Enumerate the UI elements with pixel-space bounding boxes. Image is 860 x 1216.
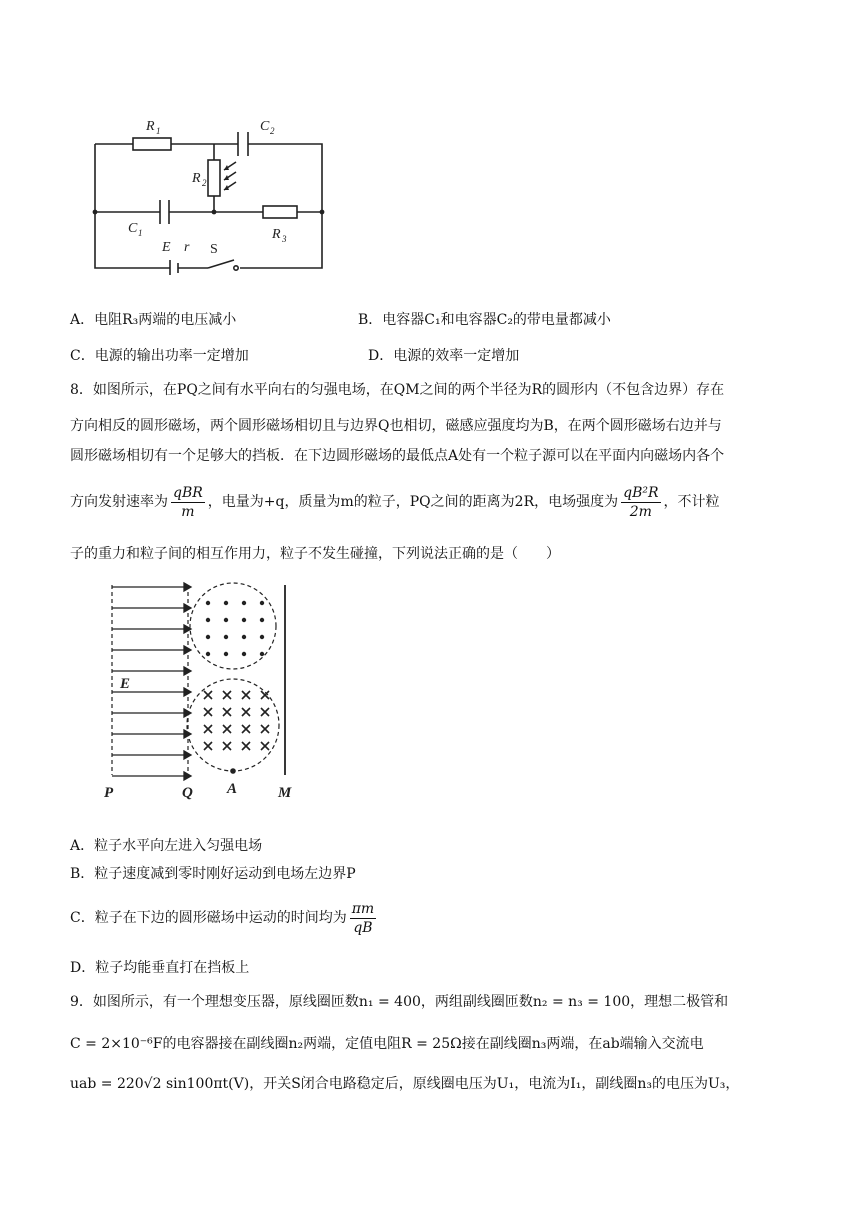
q8-line-5: 子的重力和粒子间的相互作用力，粒子不发生碰撞，下列说法正确的是（ ） — [70, 546, 560, 562]
q8-line-2: 方向相反的圆形磁场，两个圆形磁场相切且与边界Q也相切，磁感应强度均为B，在两个圆形磁场右边并与 — [70, 418, 722, 434]
field-cross — [204, 691, 212, 699]
svg-text:2: 2 — [270, 126, 275, 136]
label-e-field: E — [120, 676, 131, 692]
label-a: A — [227, 781, 238, 797]
field-cross — [223, 742, 231, 750]
field-dot — [206, 618, 210, 622]
q7-option-d: D．电源的效率一定增加 — [368, 348, 520, 364]
svg-text:1: 1 — [156, 126, 161, 136]
field-dot — [260, 618, 264, 622]
label-c2: C — [260, 119, 270, 134]
field-dot — [260, 601, 264, 605]
q7-option-c: C．电源的输出功率一定增加 — [70, 348, 249, 364]
q7-option-b: B．电容器C₁和电容器C₂的带电量都减小 — [358, 312, 611, 328]
field-cross — [204, 725, 212, 733]
field-diagram — [100, 575, 300, 805]
q9-line-3: uab = 220√2 sin100πt(V)，开关S闭合电路稳定后，原线圈电压为U₁，电流为I₁，副线圈n₃的电压为U₃， — [70, 1076, 740, 1092]
q9-line-2: C = 2×10⁻⁶F的电容器接在副线圈n₂两端，定值电阻R = 25Ω接在副线圈n₃两端，在ab端输入交流电 — [70, 1036, 704, 1052]
label-m: M — [278, 785, 292, 801]
svg-text:1: 1 — [138, 228, 143, 238]
field-dot — [242, 618, 246, 622]
field-dot — [206, 652, 210, 656]
label-q: Q — [182, 785, 193, 801]
label-r1: R — [146, 119, 155, 134]
fraction-speed: $\frac{\text{qBR}}{m}$ — [173, 484, 203, 520]
label-r2: R — [192, 171, 201, 186]
field-cross — [261, 708, 269, 716]
q8-option-b: B．粒子速度减到零时刚好运动到电场左边界P — [70, 866, 356, 882]
field-cross — [223, 725, 231, 733]
label-s: S — [210, 242, 218, 257]
label-p: P — [104, 785, 114, 801]
label-c1: C — [128, 221, 138, 236]
field-dot — [242, 652, 246, 656]
q8-line-3: 圆形磁场相切有一个足够大的挡板．在下边圆形磁场的最低点A处有一个粒子源可以在平面内向磁场内各个 — [70, 448, 725, 464]
q8-option-a: A．粒子水平向左进入匀强电场 — [70, 838, 263, 854]
field-cross — [242, 708, 250, 716]
field-cross — [261, 725, 269, 733]
field-cross — [242, 725, 250, 733]
field-dot — [242, 635, 246, 639]
field-dot — [206, 635, 210, 639]
q7-option-a: A．电阻R₃两端的电压减小 — [70, 312, 237, 328]
field-cross — [261, 742, 269, 750]
fraction-time: $\frac{\pi m}{qB}$ — [351, 900, 375, 936]
field-dot — [260, 652, 264, 656]
q9-line-1: 9．如图所示，有一个理想变压器，原线圈匝数n₁ = 400，两组副线圈匝数n₂ = n₃ = 100，理想二极管和 — [70, 994, 729, 1010]
field-cross — [223, 691, 231, 699]
q8-line-4: 方向发射速率为 $\frac{\text{qBR}}{m}$ ，电量为+q，质量为m的粒子，PQ之间的距离为2R，电场强度为 $\frac{\text{qB²R}}{2m}$ ，不计粒 — [70, 484, 720, 520]
field-cross — [204, 708, 212, 716]
q8-option-d: D．粒子均能垂直打在挡板上 — [70, 960, 250, 976]
label-r: r — [184, 240, 190, 255]
q8-option-c: C．粒子在下边的圆形磁场中运动的时间均为 $\frac{\pi m}{qB}$ — [70, 900, 375, 936]
field-dot — [224, 601, 228, 605]
field-dot — [242, 601, 246, 605]
field-dot — [224, 652, 228, 656]
svg-text:2: 2 — [202, 178, 207, 188]
q8-line-1: 8．如图所示，在PQ之间有水平向右的匀强电场，在QM之间的两个半径为R的圆形内（不包含边界）存在 — [70, 382, 725, 398]
field-dot — [224, 635, 228, 639]
field-cross — [242, 742, 250, 750]
field-cross — [223, 708, 231, 716]
field-dot — [260, 635, 264, 639]
label-e: E — [162, 240, 171, 255]
fraction-field-strength: $\frac{\text{qB²R}}{2m}$ — [623, 484, 659, 520]
label-r3: R — [272, 227, 281, 242]
circuit-diagram — [88, 110, 333, 275]
field-cross — [242, 691, 250, 699]
svg-text:3: 3 — [282, 234, 287, 244]
field-dot — [206, 601, 210, 605]
field-dot — [224, 618, 228, 622]
field-cross — [204, 742, 212, 750]
